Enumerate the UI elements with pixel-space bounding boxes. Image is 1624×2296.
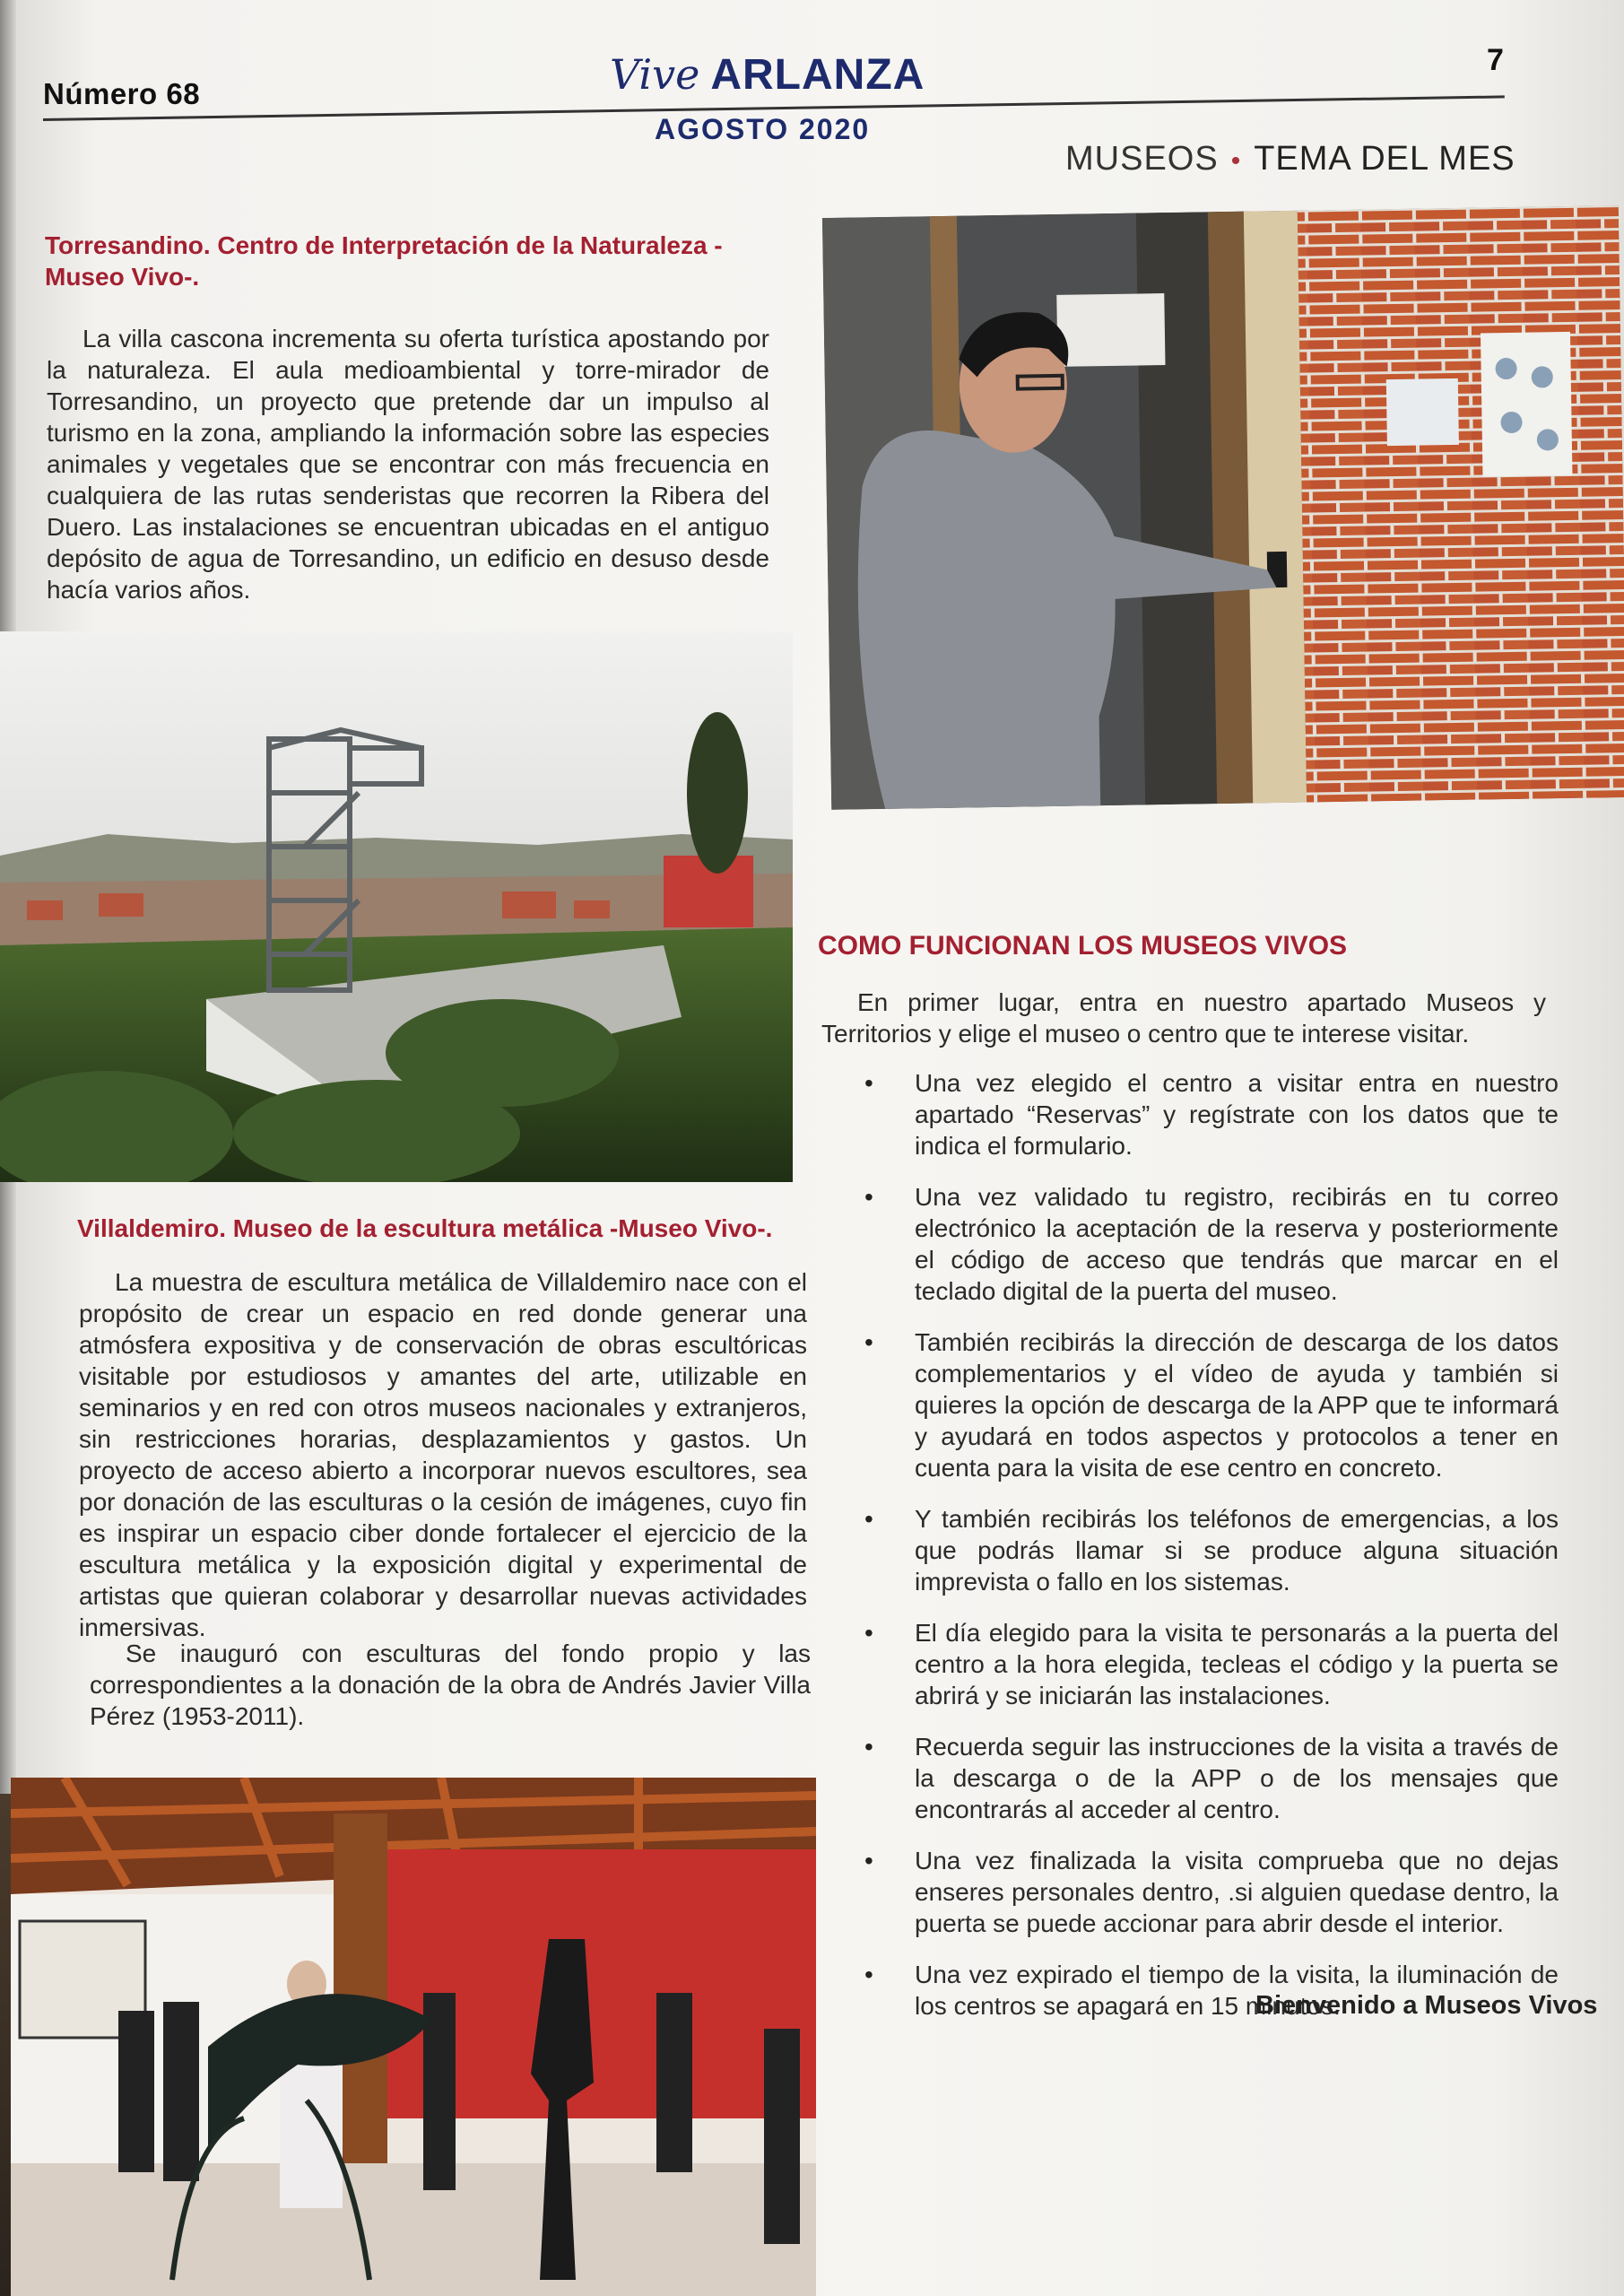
issue-number: Número 68 xyxy=(43,77,201,110)
como-funcionan-intro: En primer lugar, entra en nuestro apartado Museos y Territorios y elige el museo o centro que te interese visitar. xyxy=(821,988,1546,1048)
villaldemiro-title: Villaldemiro. Museo de la escultura metálica -Museo Vivo-. xyxy=(77,1214,773,1242)
list-item: • También recibirás la dirección de descarga de los datos complementarios y el vídeo de ayuda y también si quieres la opción de descarga de la APP que te informará y ayudará en todos aspectos y protocolos a tener en cuenta para la visita de ese centro en concreto. xyxy=(852,1326,1559,1483)
list-item: • Y también recibirás los teléfonos de emergencias, a los que podrás llamar si se produce alguna situación imprevista o fallo en los sistemas. xyxy=(852,1503,1559,1597)
door-keypad-photo xyxy=(822,205,1624,810)
masthead xyxy=(610,50,925,100)
section-museos: MUSEOS xyxy=(1065,140,1219,178)
section-label xyxy=(1065,140,1515,178)
como-funcionan-title: COMO FUNCIONAN LOS MUSEOS VIVOS xyxy=(818,931,1348,961)
list-item: • El día elegido para la visita te personarás a la puerta del centro a la hora elegida, tecleas el código y la puerta se abrirá y se iniciarán las instalaciones. xyxy=(852,1617,1559,1711)
closing-line: Bienvenido a Museos Vivos xyxy=(1255,1991,1598,2020)
sculpture-museum-photo xyxy=(11,1778,816,2296)
list-item: • Una vez elegido el centro a visitar entra en nuestro apartado “Reservas” y regístrate con los datos que te indica el formulario. xyxy=(852,1067,1559,1161)
torresandino-body: La villa cascona incrementa su oferta turística apostando por la naturaleza. El aula medioambiental y torre-mirador de Torresandino, un proyecto que pretende dar un impulso al turismo en la zona, ampliando la información sobre las especies animales y vegetales que se encontrar con más frecuencia en cualquiera de las rutas senderistas que recorren la Ribera del Duero. Las instalaciones se encuentran ubicadas en el antiguo depósito de agua de Torresandino, un edificio en desuso desde hacía varios años. xyxy=(47,325,769,604)
section-tema: TEMA DEL MES xyxy=(1254,140,1515,178)
list-item: • Una vez finalizada la visita comprueba que no dejas enseres personales dentro, .si alguien quedase dentro, la puerta se puede accionar para abrir desde el interior. xyxy=(852,1845,1559,1939)
villaldemiro-body-2: Se inauguró con esculturas del fondo propio y las correspondientes a la donación de la obra de Andrés Javier Villa Pérez (1953-2011). xyxy=(90,1639,811,1730)
como-funcionan-list xyxy=(852,1067,1559,2041)
list-item: • Recuerda seguir las instrucciones de la visita a través de la descarga o de la APP o de los mensajes que encontrarás al acceder al centro. xyxy=(852,1731,1559,1825)
torresandino-title: Torresandino. Centro de Interpretación de la Naturaleza -Museo Vivo-. xyxy=(45,231,723,291)
page-number: 7 xyxy=(1487,43,1504,77)
list-item: • Una vez validado tu registro, recibirás en tu correo electrónico la aceptación de la reserva y posteriormente el código de acceso que tendrás que marcar en el teclado digital de la puerta del museo. xyxy=(852,1181,1559,1307)
masthead-arlanza: ARLANZA xyxy=(710,51,925,99)
masthead-vive: Vive xyxy=(610,50,700,99)
villaldemiro-body: La muestra de escultura metálica de Villaldemiro nace con el propósito de crear un espacio en red donde generar una atmósfera expositiva y de conservación de obras escultóricas visitable por estudiosos y amantes del arte, utilizable en seminarios y en red con otros museos nacionales y extranjeros, sin restricciones horarias, desplazamientos y gastos. Un proyecto de acceso abierto a incorporar nuevos escultores, sea por donación de las esculturas o la cesión de imágenes, cuyo fin es inspirar un espacio ciber donde fortalecer el ejercicio de la escultura metálica y la exposición digital y experimental de artistas que quieran colaborar y desarrollar nuevas actividades inmersivas. xyxy=(79,1268,807,1641)
list-item: • Una vez expirado el tiempo de la visita, la iluminación de los centros se apagará en 15 minutos. xyxy=(852,1959,1559,2022)
section-separator: • xyxy=(1230,146,1242,176)
tower-viewpoint-photo xyxy=(0,631,793,1182)
issue-date: AGOSTO 2020 xyxy=(655,113,871,145)
